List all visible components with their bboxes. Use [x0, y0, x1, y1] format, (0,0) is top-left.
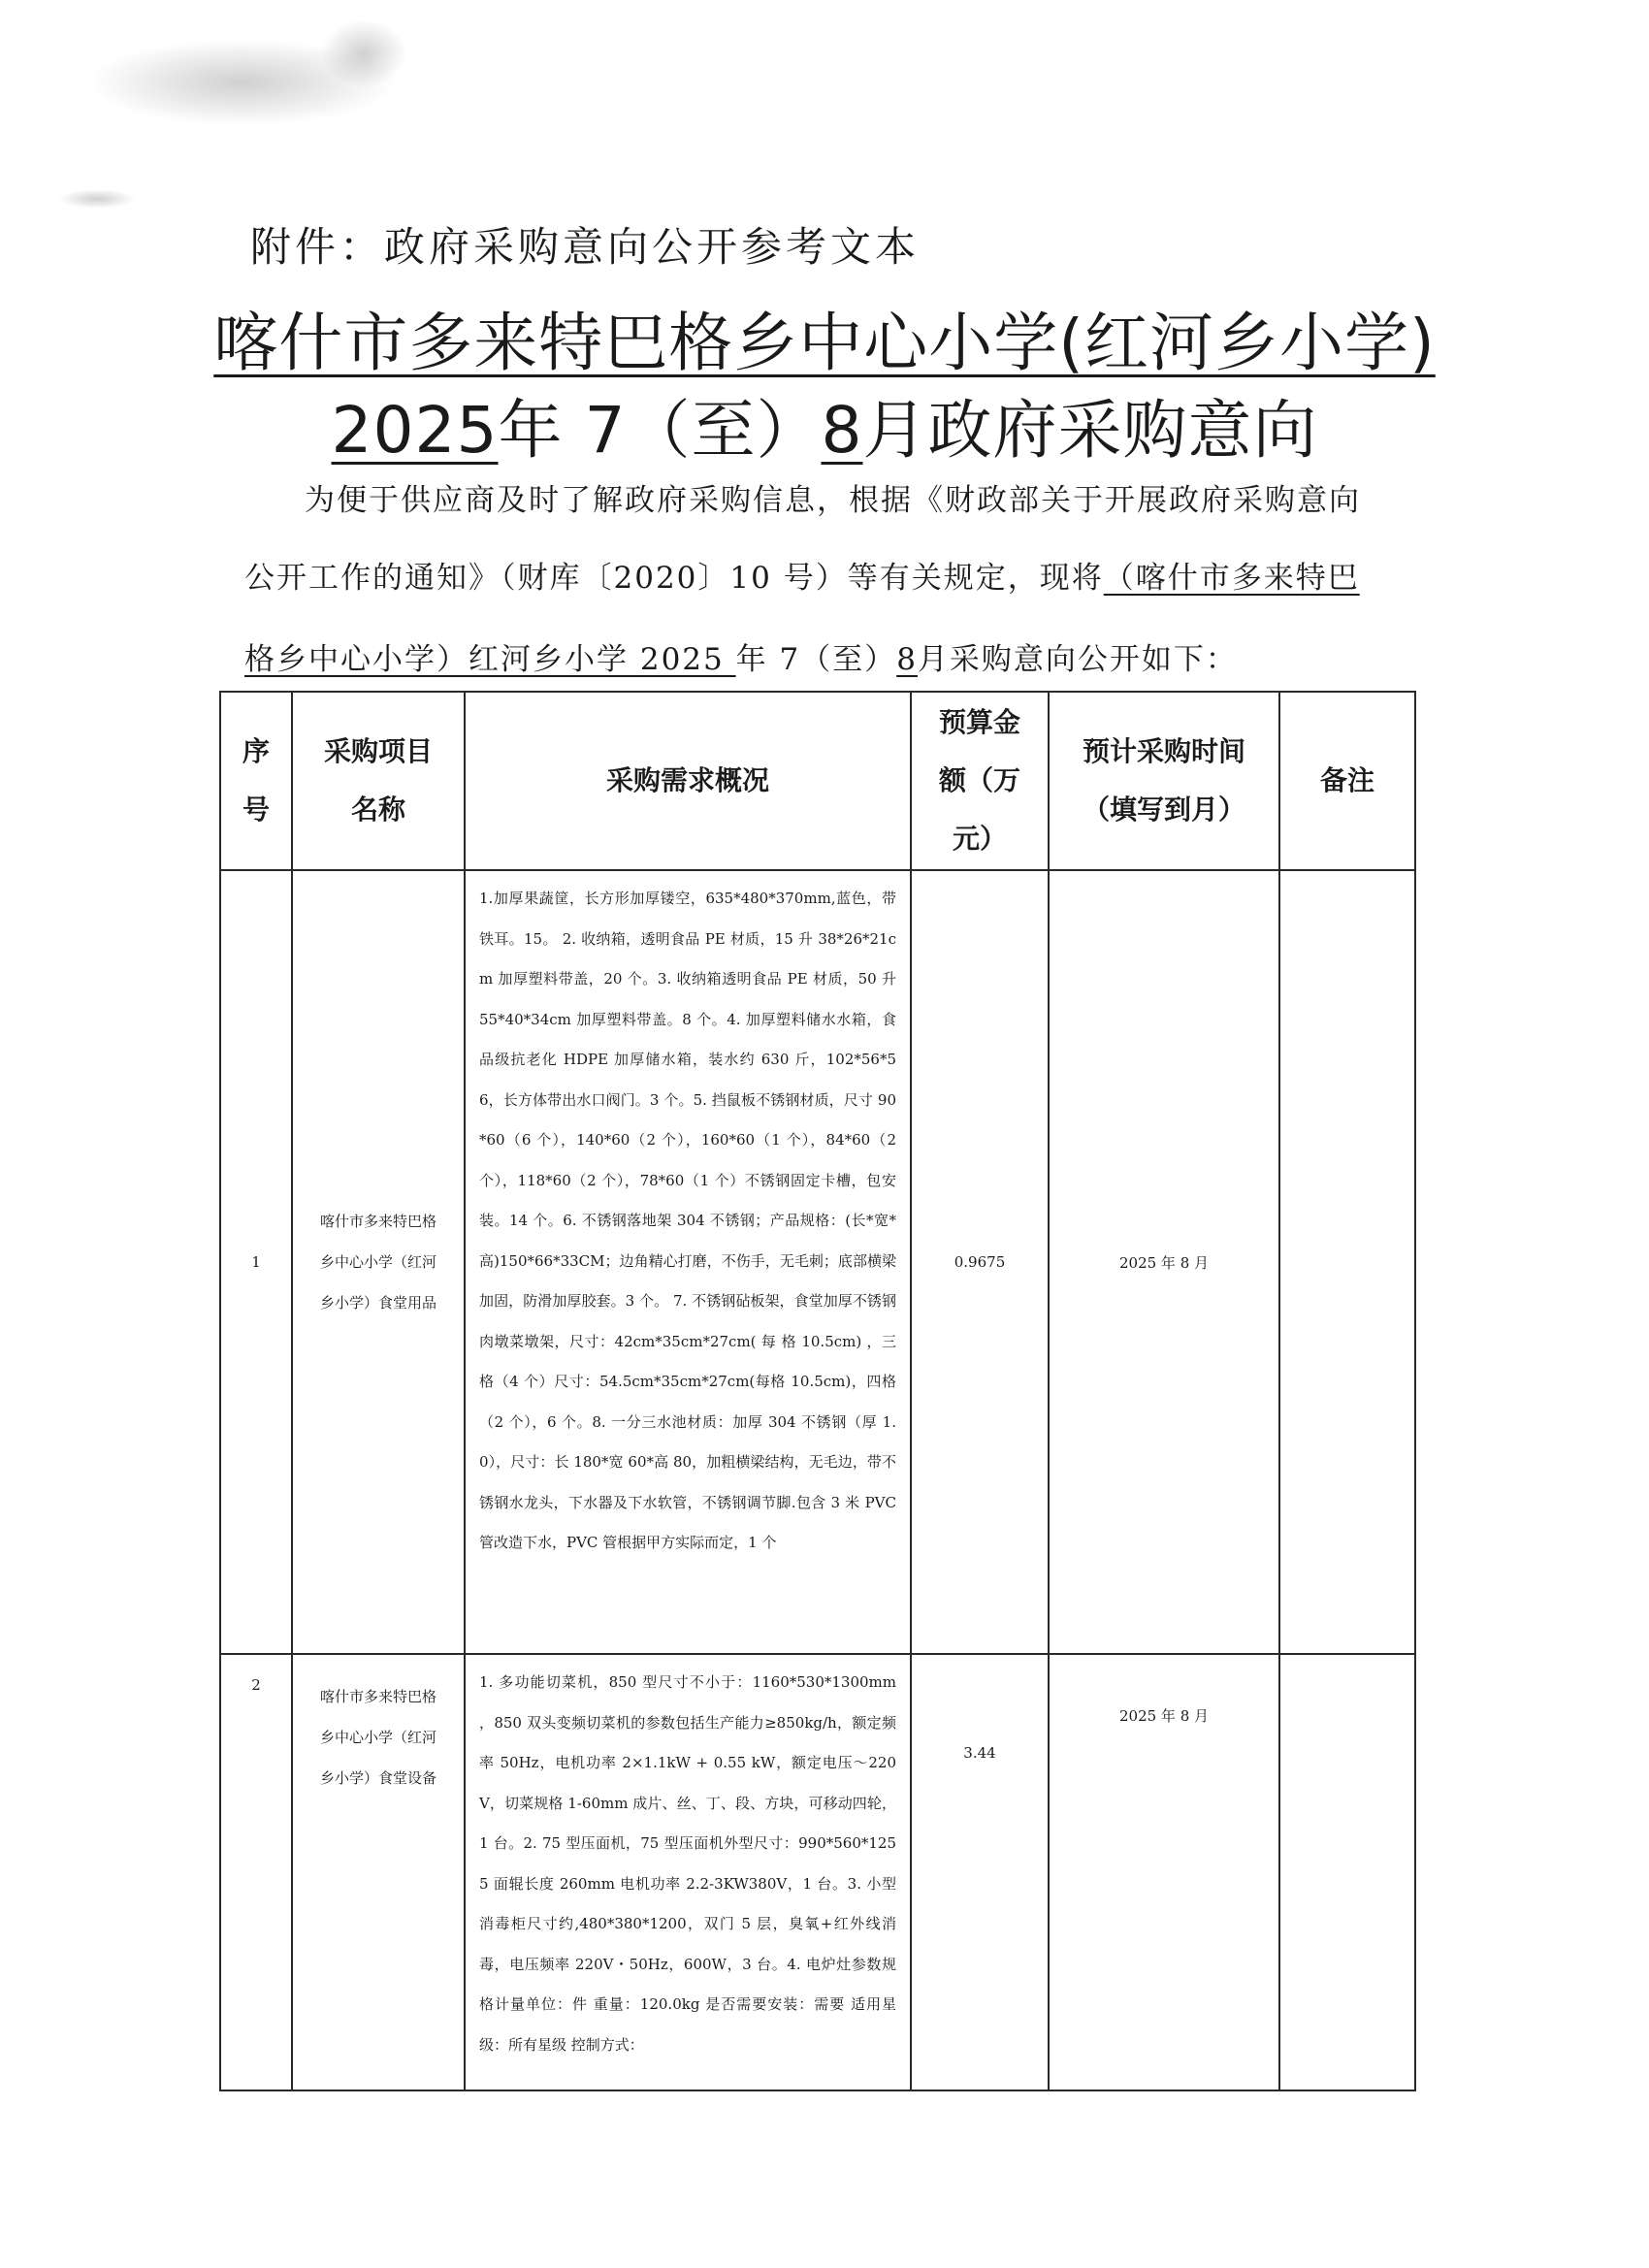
- header-req: 采购需求概况: [465, 692, 911, 870]
- intro-line-3-tail: 月采购意向公开如下：: [917, 642, 1238, 677]
- row-note: [1279, 1654, 1415, 2090]
- intro-line-3-mid: 年 7（至）: [735, 642, 897, 677]
- header-time: 预计采购时间（填写到月）: [1049, 692, 1279, 870]
- title-tail: 月政府采购意向: [862, 393, 1318, 468]
- scan-smudge: [320, 19, 407, 87]
- row-seq: 2: [220, 1654, 292, 2090]
- header-name: 采购项目名称: [292, 692, 465, 870]
- row-time: 2025 年 8 月: [1049, 870, 1279, 1654]
- intro-line-2-underlined: （喀什市多来特巴: [1103, 561, 1360, 596]
- title-mid: 年 7（至）: [498, 393, 822, 468]
- header-note: 备注: [1279, 692, 1415, 870]
- row-note: [1279, 870, 1415, 1654]
- row-requirements: 1. 多功能切菜机，850 型尺寸不小于：1160*530*1300mm ，850 双头变频切菜机的参数包括生产能力≥850kg/h，额定频率 50Hz，电机功率 2×1.1kW + 0.55 kW，额定电压～220V，切菜规格 1-60mm 成片、丝、丁、段、方块，可移动四轮，1 台。2. 75 型压面机，75 型压面机外型尺寸：990*560*1255 面辊长度 260mm 电机功率 2.2-3KW380V，1 台。3. 小型消毒柜尺寸约,480*380*1200，双门 5 层，臭氧+红外线消毒，电压频率 220V・50Hz，600W，3 台。4. 电炉灶参数规格计量单位：件 重量：120.0kg 是否需要安装：需要 适用星级：所有星级 控制方式：: [465, 1654, 911, 2090]
- annex-label: 附件：政府采购意向公开参考文本: [250, 223, 921, 271]
- row-project-name: 喀什市多来特巴格乡中心小学（红河乡小学）食堂设备: [292, 1654, 465, 2090]
- header-budget: 预算金额（万元）: [911, 692, 1049, 870]
- procurement-table: [219, 691, 1416, 2091]
- row-requirements: 1.加厚果蔬筐，长方形加厚镂空，635*480*370mm,蓝色，带铁耳。15。 2. 收纳箱，透明食品 PE 材质，15 升 38*26*21cm 加厚塑料带盖，20 个。3. 收纳箱透明食品 PE 材质，50 升 55*40*34cm 加厚塑料带盖。8 个。4. 加厚塑料储水水箱，食品级抗老化 HDPE 加厚储水箱，装水约 630 斤，102*56*56，长方体带出水口阀门。3 个。5. 挡鼠板不锈钢材质，尺寸 90*60（6 个），140*60（2 个），160*60（1 个），84*60（2 个），118*60（2 个），78*60（1 个）不锈钢固定卡槽，包安装。14 个。6. 不锈钢落地架 304 不锈钢；产品规格：(长*宽*高)150*66*33CM；边角精心打磨，不伤手，无毛刺；底部横梁加固，防滑加厚胶套。3 个。 7. 不锈钢砧板架，食堂加厚不锈钢肉墩菜墩架，尺寸：42cm*35cm*27cm( 每 格 10.5cm) ，三格（4 个）尺寸：54.5cm*35cm*27cm(每格 10.5cm)，四格（2 个），6 个。8. 一分三水池材质：加厚 304 不锈钢（厚 1.0），尺寸：长 180*宽 60*高 80，加粗横梁结构，无毛边，带不锈钢水龙头，下水器及下水软管，不锈钢调节脚.包含 3 米 PVC 管改造下水，PVC 管根据甲方实际而定，1 个: [465, 870, 911, 1654]
- table-header-row: [220, 692, 1415, 870]
- intro-line-2-text: 公开工作的通知》（财库〔2020〕10 号）等有关规定，现将: [244, 561, 1104, 596]
- intro-line-3-month: 8: [896, 642, 918, 677]
- row-seq: 1: [220, 870, 292, 1654]
- title-year: 2025: [331, 393, 499, 468]
- row-budget: 0.9675: [911, 870, 1049, 1654]
- intro-line-3-unit: 格乡中心小学）红河乡小学: [244, 642, 629, 677]
- document-title: [0, 291, 1649, 383]
- intro-line-1: 为便于供应商及时了解政府采购信息，根据《财政部关于开展政府采购意向: [305, 483, 1361, 518]
- title-line-1: 喀什市多来特巴格乡中心小学(红河乡小学): [213, 306, 1436, 380]
- row-budget: 3.44: [911, 1654, 1049, 2090]
- row-project-name: 喀什市多来特巴格乡中心小学（红河乡小学）食堂用品: [292, 870, 465, 1654]
- document-subtitle: [0, 378, 1649, 470]
- intro-line-3: [244, 640, 1370, 679]
- title-month: 8: [821, 393, 863, 468]
- scan-smudge: [58, 189, 136, 209]
- intro-line-3-year: 2025: [629, 642, 736, 677]
- intro-line-2: [244, 559, 1370, 598]
- table-row: [220, 870, 1415, 1654]
- row-time: 2025 年 8 月: [1049, 1654, 1279, 2090]
- table-row: [220, 1654, 1415, 2090]
- header-seq: 序号: [220, 692, 292, 870]
